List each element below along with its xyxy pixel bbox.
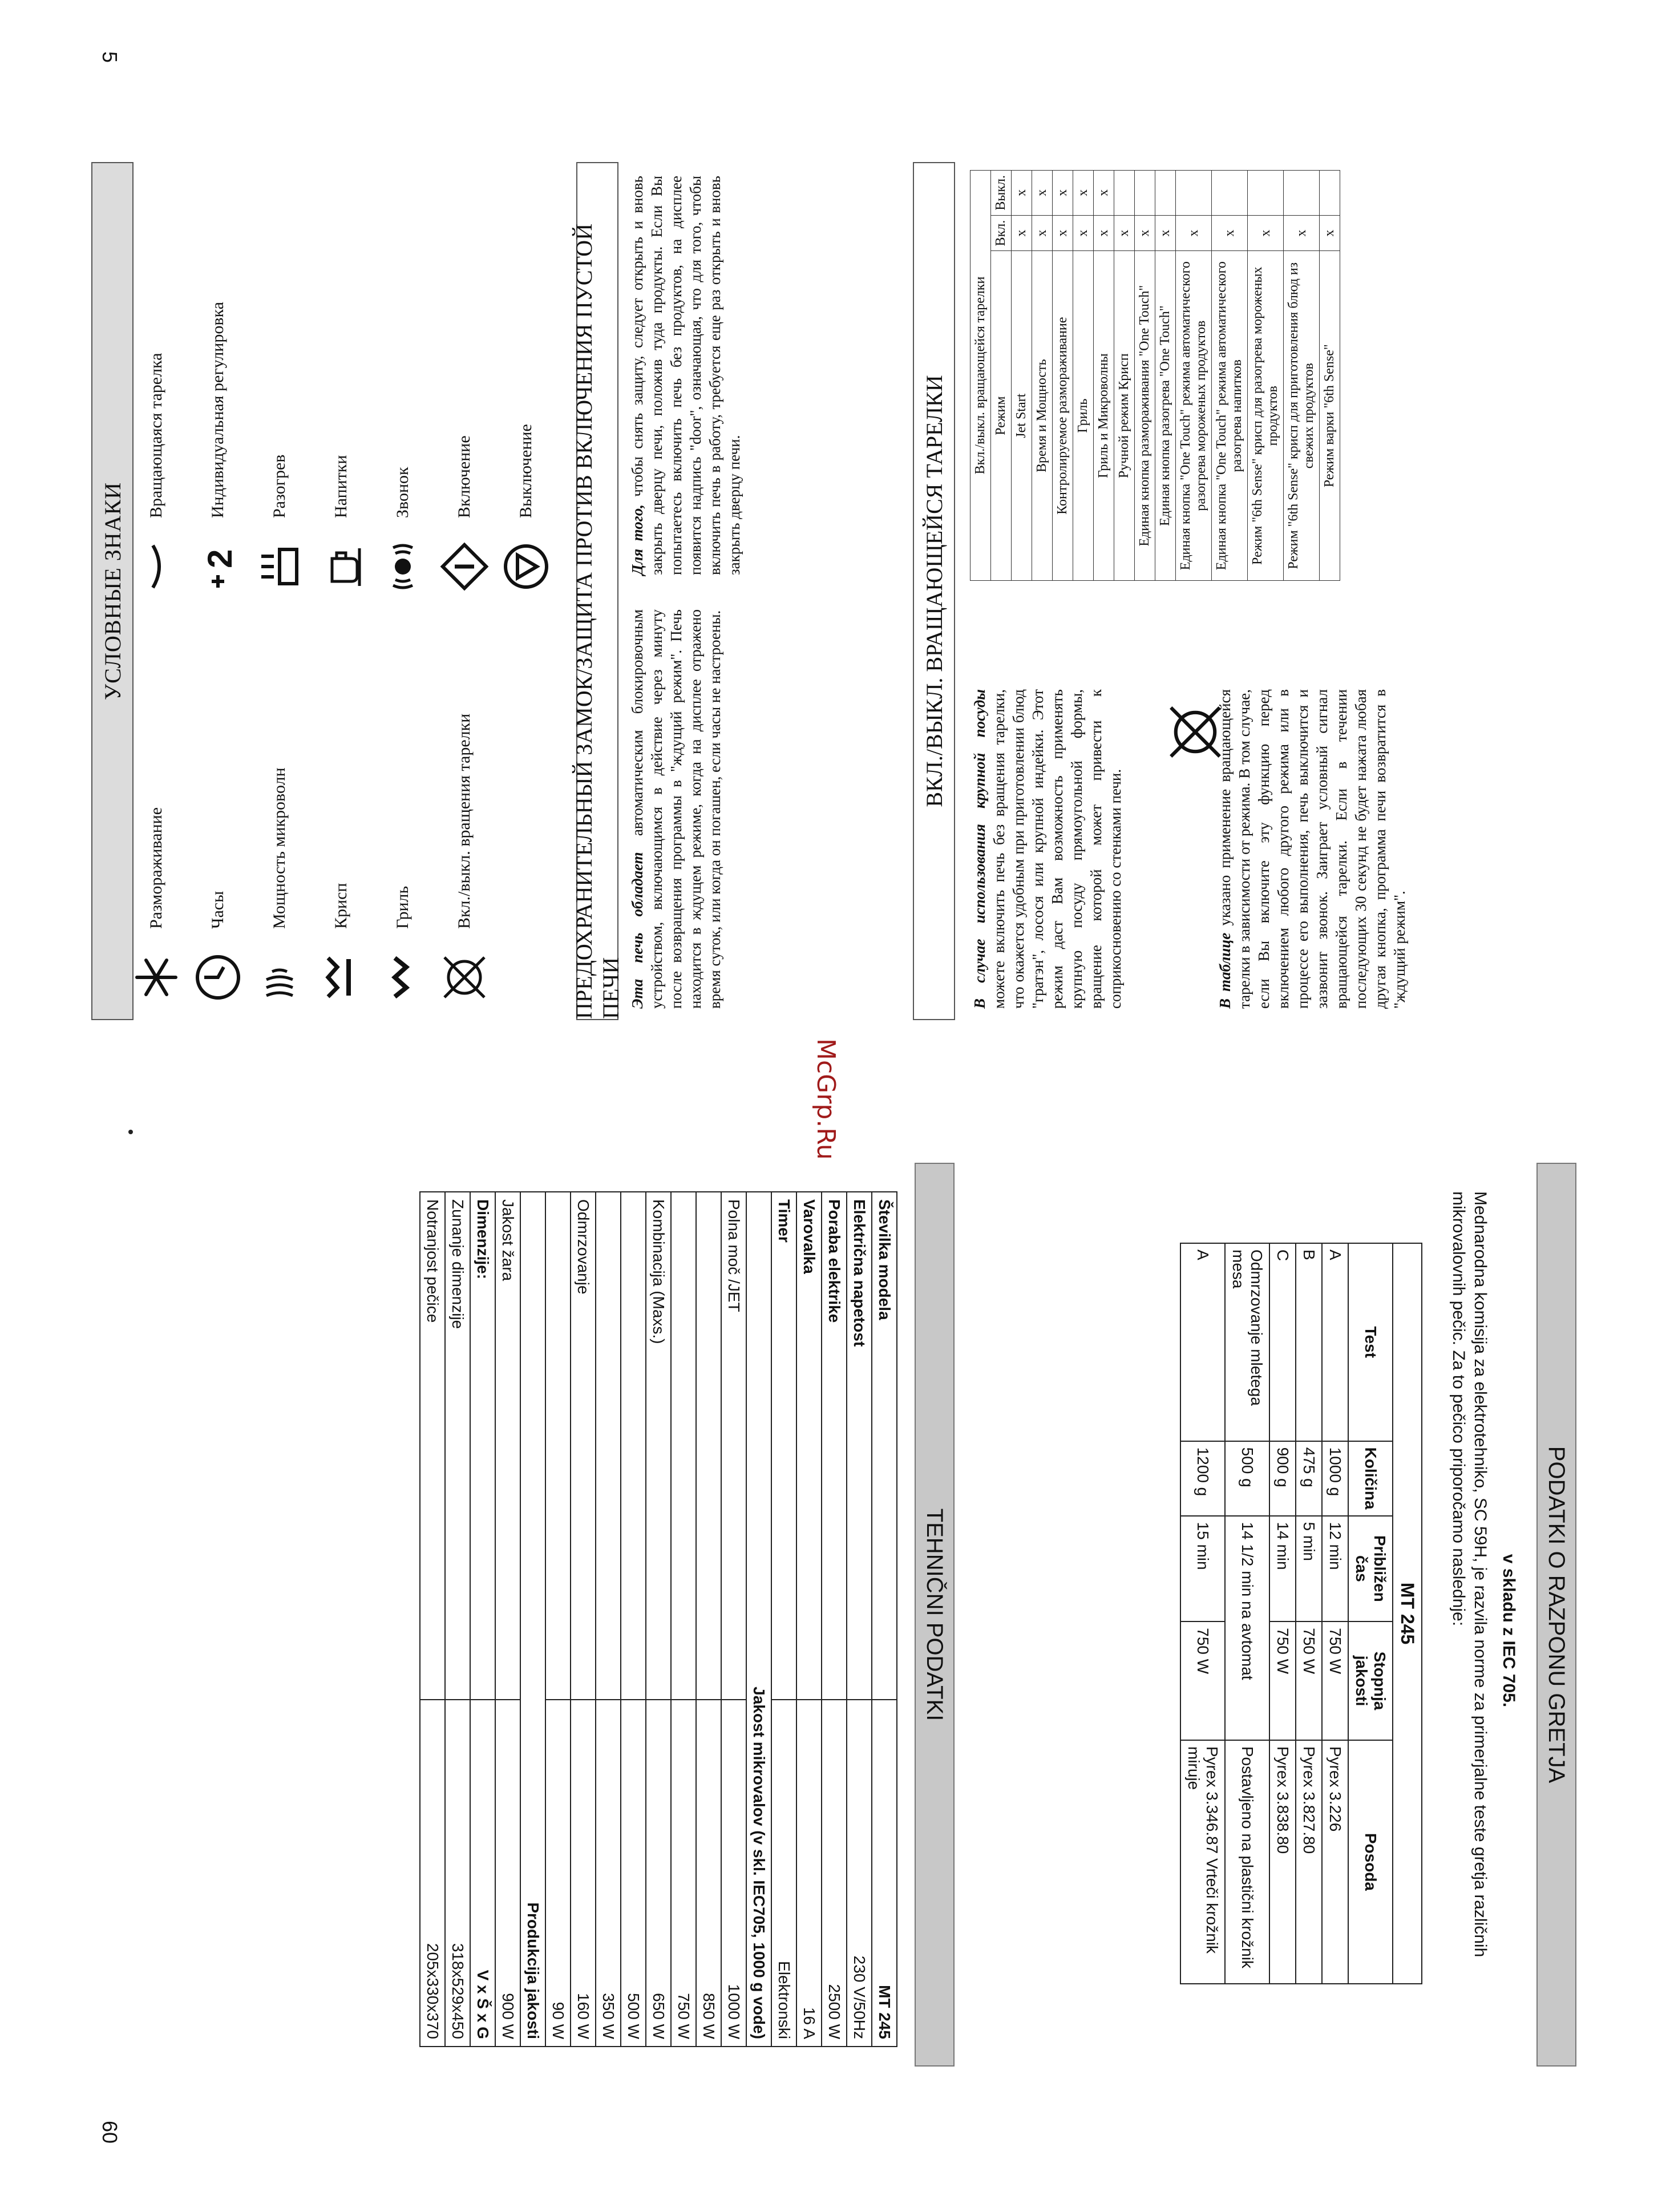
table-row: Odmrzovanje 160 W	[571, 1192, 596, 2047]
turntable-icon	[131, 535, 182, 598]
table-row: Električna napetost 230 V/50Hz	[847, 1192, 872, 2047]
table-row: Режим "6th Sense" крисп для приготовления блюд из свежих продуктов x	[1284, 171, 1320, 581]
table-row: Ручной режим Крисп x	[1114, 171, 1135, 581]
stop-icon	[500, 535, 552, 598]
svg-text:2: 2	[201, 549, 239, 568]
tech-title: TEHNIČNI PODATKI	[915, 1163, 955, 2067]
table-row: Единая кнопка "One Touch" режима автоматического разогрева напитков x	[1212, 171, 1248, 581]
symbol-adjust: 2 Индивидуальная регулировка	[192, 187, 244, 598]
table-row: Dimenzije: V x Š x G	[470, 1192, 495, 2047]
snowflake-icon	[131, 946, 182, 1009]
microwave-waves-icon	[254, 946, 305, 1009]
clock-icon	[192, 946, 244, 1009]
symbols-grid	[126, 187, 557, 1009]
table-row: 750 W	[671, 1192, 696, 2047]
turntable-table-caption: Вкл./выкл. вращающейся тарелки	[970, 171, 991, 581]
tech-data-table	[419, 1191, 897, 2047]
table-row: Гриль и Микроволны x x	[1094, 171, 1114, 581]
table-row: Kombinacija (Maxs.) 650 W	[646, 1192, 671, 2047]
symbol-power: Мощность микроволн	[254, 598, 305, 1009]
symbols-title: УСЛОВНЫЕ ЗНАКИ	[91, 162, 134, 1020]
plus-minus-icon	[192, 535, 244, 598]
heating-intro: Mednarodna komisija za elektrotehniko, SC 59H, je razvila norme za primerjalne teste gretja različnih mikrovalovnih pečic. Za to pečico priporočamo naslednje:	[1449, 1191, 1490, 1958]
table-row: Время и Мощность x x	[1032, 171, 1053, 581]
table-row: Режим варки "6th Sense" x	[1320, 171, 1340, 581]
table-row: A 1000 g 12 min 750 W Pyrex 3.226	[1322, 1243, 1348, 1984]
table-row: Zunanje dimenzije 318x529x450	[445, 1192, 470, 2047]
reheat-icon	[254, 535, 305, 598]
lock-paragraph-right: Для того, чтобы снять защиту, следует открыть и вновь закрыть дверцу печи, положив туда продукты. Если Вы попытаетесь включить печь без продуктов, на дисплее появится надпись "door", означающая, что для того, чтобы включить печь в работу, требуется еще раз открыть и вновь закрыть дверцу печи.	[629, 176, 743, 575]
slovene-page	[0, 1106, 1662, 2212]
page-number-right-half: 60	[98, 2120, 122, 2144]
symbol-defrost: Размораживание	[131, 598, 182, 1009]
symbol-turntable-off: Вкл./выкл. вращения тарелки	[439, 598, 490, 1009]
table-row: Številka modela MT 245	[872, 1192, 897, 2047]
watermark: McGrp.Ru	[811, 1038, 840, 1160]
beverage-icon	[316, 535, 367, 598]
heating-test-table: MT 245 Test Količina Približen čas Stopnja jakosti Posoda A 1000 g 12 min 750 W Pyrex 3.226 B 475 g 5 min 750 W Pyrex 3.827.80 C 900 g 14 min 750 W Pyrex 3.838.80 Odmrzovanje mletega mesa 500 g 14 1/2 min na avtomat Postavljeno na plastični krožnik A 1200 g 15 min 750 W Pyrex 3.346.87 Vrteči krožnik miruje	[1180, 1243, 1422, 1984]
turntable-paragraph-2: В таблице указано применение вращающейся тарелки в зависимости от режима. В том случае, если Вы включите эту функцию перед включением любого другого режима или в процессе его выполнения, печь выключится и зазвонит звонок. Заиграет условный сигнал вращающейся тарелки. Если в течении последующих 30 секунд не будет нажата любая другая кнопка, программа печи возвратится в "ждущий режим".	[1216, 689, 1408, 1009]
lock-title: ПРЕДОХРАНИТЕЛЬНЫЙ ЗАМОК/ЗАЩИТА ПРОТИВ ВКЛЮЧЕНИЯ ПУСТОЙ ПЕЧИ	[576, 162, 618, 1020]
table-row: Гриль x x	[1073, 171, 1094, 581]
table-row: Jakost mikrovalov (v skl. IEC705, 1000 g vode)	[746, 1192, 771, 2047]
symbol-clock: Часы	[192, 598, 244, 1009]
crisp-icon	[316, 946, 367, 1009]
start-icon	[439, 535, 490, 598]
table-row: Jakost žara 900 W	[495, 1192, 520, 2047]
table-row: 500 W	[621, 1192, 646, 2047]
lock-paragraph-left: Эта печь обладает автоматическим блокировочным устройством, включающимся в действие через минуту после возвращения программы в "ждущий режим". Печь находится в ждущем режиме, когда на дисплее отражено время суток, или когда он погашен, если часы не настроены.	[629, 609, 723, 1009]
table-row: Контролируемое размораживание x x	[1053, 171, 1073, 581]
table-row: Режим "6th Sense" крисп для разогрева мороженых продуктов x	[1248, 171, 1284, 581]
table-row: Polna moč /JET 1000 W	[721, 1192, 746, 2047]
table-row: 90 W	[545, 1192, 571, 2047]
table-row: Varovalka 16 A	[796, 1192, 822, 2047]
turntable-off-icon	[439, 946, 490, 1009]
heating-title: PODATKI O RAZPONU GRETJA	[1536, 1163, 1576, 2067]
table-row: Produkcija jakosti	[520, 1192, 545, 2047]
table-row: A 1200 g 15 min 750 W Pyrex 3.346.87 Vrteči krožnik miruje	[1180, 1243, 1225, 1984]
symbol-start: Включение	[439, 187, 490, 598]
table-row: Odmrzovanje mletega mesa 500 g 14 1/2 min na avtomat Postavljeno na plastični krožnik	[1225, 1243, 1269, 1984]
symbol-reheat: Разогрев	[254, 187, 305, 598]
symbol-bell: Звонок	[377, 187, 428, 598]
table-row: Единая кнопка размораживания "One Touch" x	[1135, 171, 1155, 581]
table-row: 350 W	[596, 1192, 621, 2047]
table-row: Poraba elektrike 2500 W	[822, 1192, 847, 2047]
table-row: B 475 g 5 min 750 W Pyrex 3.827.80	[1296, 1243, 1322, 1984]
symbol-turntable: Вращающаяся тарелка	[131, 187, 182, 598]
turntable-title: ВКЛ./ВЫКЛ. ВРАЩАЮЩЕЙСЯ ТАРЕЛКИ	[913, 162, 955, 1020]
symbol-crisp: Крисп	[316, 598, 367, 1009]
table-row: Notranjost pečice 205x330x370	[420, 1192, 445, 2047]
table-row: Единая кнопка разогрева "One Touch" x	[1155, 171, 1176, 581]
table-row: Единая кнопка "One Touch" режима автоматического разогрева мороженых продуктов x	[1176, 171, 1212, 581]
symbol-stop: Выключение	[500, 187, 552, 598]
heating-subtitle: v skladu z IEC 705.	[1499, 1554, 1518, 1708]
turntable-paragraph-1: В случае использования крупной посуды можете включить печь без вращения тарелки, что окажется удобным при приготовлении блюд "гратэн", лосося или крупной индейки. Этот режим даст Вам возможность применять крупную посуду прямоугольной формы, вращение которой может привести к соприкосновению со стенками печи.	[971, 689, 1124, 1009]
page-number-left-half: 5	[98, 51, 122, 63]
symbol-grill: Гриль	[377, 598, 428, 1009]
table-row: 850 W	[696, 1192, 721, 2047]
table-row: Jet Start x x	[1012, 171, 1032, 581]
turntable-mode-table: Вкл./выкл. вращающейся тарелки Режим Вкл. Выкл. Jet Start x x Время и Мощность x x Контролируемое размораживание x x Гриль x x Гриль и Микроволны x x Ручной режим Крисп x Единая кнопка размораживания "One Touch" x Единая кнопка разогрева "One Touch" x Единая кнопка "One Touch" режима автоматического разогрева мороженых продуктов x Единая кнопка "One Touch" режима автоматического разогрева напитков x Режим "6th Sense" крисп для разогрева мороженых продуктов x Режим "6th Sense" крисп для приготовления блюд из свежих продуктов x Режим варки "6th Sense" x	[970, 170, 1340, 581]
symbol-beverage: Напитки	[316, 187, 367, 598]
table-row: C 900 g 14 min 750 W Pyrex 3.838.80	[1269, 1243, 1296, 1984]
grill-icon	[377, 946, 428, 1009]
table-row: Timer Elektronski	[771, 1192, 796, 2047]
bell-icon	[377, 535, 428, 598]
